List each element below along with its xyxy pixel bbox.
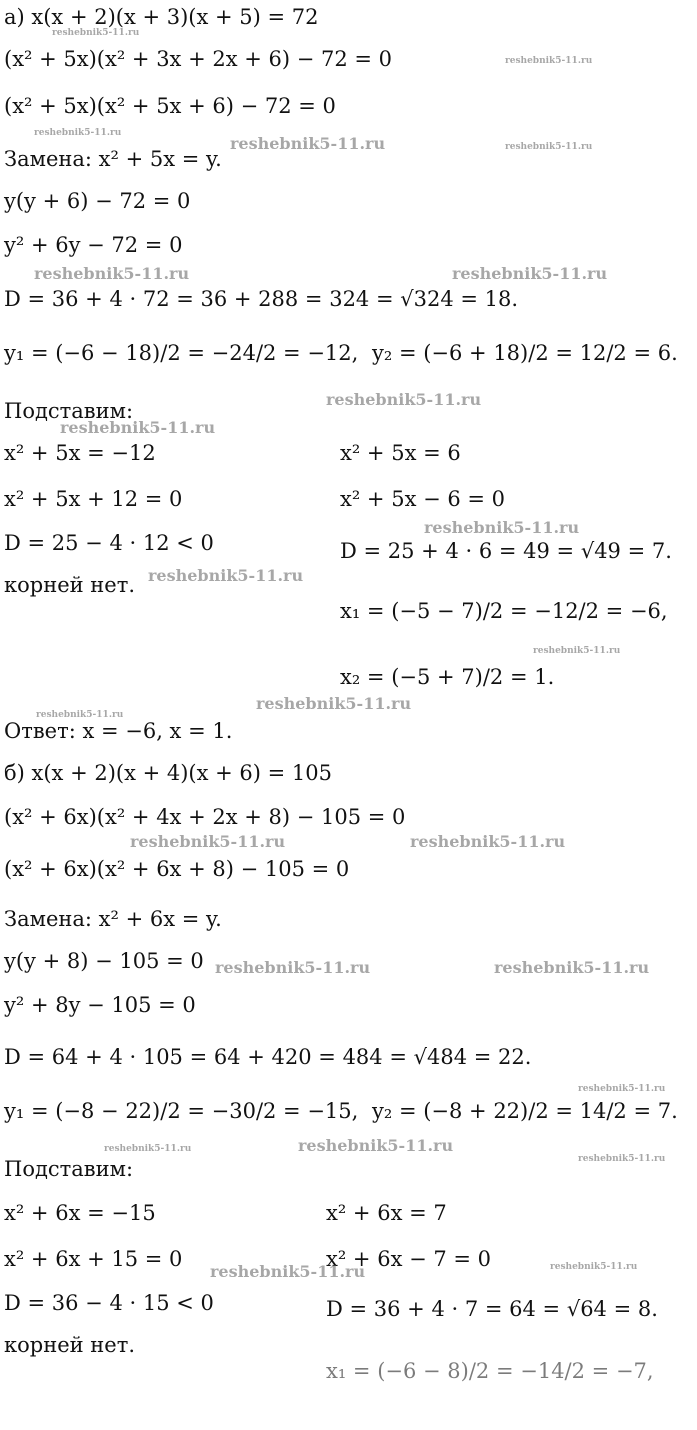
- part-a-case1-quad: x² + 5x + 12 = 0: [4, 487, 183, 511]
- part-b-task: б) x(x + 2)(x + 4)(x + 6) = 105: [4, 761, 332, 785]
- watermark: reshebnik5-11.ru: [104, 1144, 192, 1154]
- watermark: reshebnik5-11.ru: [452, 264, 608, 283]
- part-a-eq-y-2: y² + 6y − 72 = 0: [4, 233, 183, 257]
- watermark: reshebnik5-11.ru: [60, 418, 216, 437]
- part-a-eq-y-1: y(y + 6) − 72 = 0: [4, 189, 191, 213]
- part-a-step-1: (x² + 5x)(x² + 3x + 2x + 6) − 72 = 0: [4, 47, 393, 71]
- part-a-x1: x₁ = (−5 − 7)/2 = −12/2 = −6,: [340, 599, 668, 623]
- watermark: reshebnik5-11.ru: [424, 518, 580, 537]
- watermark: reshebnik5-11.ru: [36, 710, 124, 720]
- part-b-case1-eq: x² + 6x = −15: [4, 1201, 156, 1225]
- part-b-case1-no-roots: корней нет.: [4, 1333, 136, 1357]
- part-a-y2: y₂ = (−6 + 18)/2 = 12/2 = 6.: [372, 341, 678, 365]
- part-b-eq-y-1: y(y + 8) − 105 = 0: [4, 949, 204, 973]
- part-a-case2-disc: D = 25 + 4 · 6 = 49 = √49 = 7.: [340, 539, 672, 563]
- part-a-step-2: (x² + 5x)(x² + 5x + 6) − 72 = 0: [4, 94, 336, 118]
- part-a-case2-quad: x² + 5x − 6 = 0: [340, 487, 506, 511]
- part-b-case2-eq: x² + 6x = 7: [326, 1201, 447, 1225]
- watermark: reshebnik5-11.ru: [494, 958, 650, 977]
- watermark: reshebnik5-11.ru: [410, 832, 566, 851]
- part-a-answer: Ответ: x = −6, x = 1.: [4, 719, 233, 743]
- watermark: reshebnik5-11.ru: [230, 134, 386, 153]
- part-b-discriminant: D = 64 + 4 · 105 = 64 + 420 = 484 = √484 = 22.: [4, 1045, 532, 1069]
- watermark: reshebnik5-11.ru: [533, 646, 621, 656]
- watermark: reshebnik5-11.ru: [505, 56, 593, 66]
- part-a-task: а) x(x + 2)(x + 3)(x + 5) = 72: [4, 5, 319, 29]
- part-b-eq-y-2: y² + 8y − 105 = 0: [4, 993, 196, 1017]
- part-a-case2-eq: x² + 5x = 6: [340, 441, 461, 465]
- watermark: reshebnik5-11.ru: [215, 958, 371, 977]
- watermark: reshebnik5-11.ru: [505, 142, 593, 152]
- part-b-y1: y₁ = (−8 − 22)/2 = −30/2 = −15,: [4, 1099, 359, 1123]
- watermark: reshebnik5-11.ru: [148, 566, 304, 585]
- watermark: reshebnik5-11.ru: [34, 264, 190, 283]
- watermark: reshebnik5-11.ru: [578, 1084, 666, 1094]
- part-a-y1: y₁ = (−6 − 18)/2 = −24/2 = −12,: [4, 341, 359, 365]
- watermark: reshebnik5-11.ru: [34, 128, 122, 138]
- part-a-x2: x₂ = (−5 + 7)/2 = 1.: [340, 665, 555, 689]
- part-b-step-2: (x² + 6x)(x² + 6x + 8) − 105 = 0: [4, 857, 350, 881]
- part-b-case2-disc: D = 36 + 4 · 7 = 64 = √64 = 8.: [326, 1297, 658, 1321]
- watermark: reshebnik5-11.ru: [298, 1136, 454, 1155]
- part-a-substitution: Замена: x² + 5x = y.: [4, 147, 222, 171]
- watermark: reshebnik5-11.ru: [550, 1262, 638, 1272]
- part-a-case1-disc: D = 25 − 4 · 12 < 0: [4, 531, 214, 555]
- part-b-x1: x₁ = (−6 − 8)/2 = −14/2 = −7,: [326, 1359, 654, 1383]
- part-b-step-1: (x² + 6x)(x² + 4x + 2x + 8) − 105 = 0: [4, 805, 406, 829]
- watermark: reshebnik5-11.ru: [578, 1154, 666, 1164]
- part-a-discriminant: D = 36 + 4 · 72 = 36 + 288 = 324 = √324 = 18.: [4, 287, 519, 311]
- watermark: reshebnik5-11.ru: [52, 28, 140, 38]
- watermark: reshebnik5-11.ru: [130, 832, 286, 851]
- watermark: reshebnik5-11.ru: [256, 694, 412, 713]
- part-a-substitute-label: Подставим:: [4, 399, 134, 423]
- part-a-case1-no-roots: корней нет.: [4, 573, 136, 597]
- part-b-case1-disc: D = 36 − 4 · 15 < 0: [4, 1291, 214, 1315]
- watermark: reshebnik5-11.ru: [210, 1262, 366, 1281]
- watermark: reshebnik5-11.ru: [326, 390, 482, 409]
- part-b-substitution: Замена: x² + 6x = y.: [4, 907, 222, 931]
- part-b-case2-quad: x² + 6x − 7 = 0: [326, 1247, 492, 1271]
- part-b-y2: y₂ = (−8 + 22)/2 = 14/2 = 7.: [372, 1099, 678, 1123]
- part-b-case1-quad: x² + 6x + 15 = 0: [4, 1247, 183, 1271]
- part-a-case1-eq: x² + 5x = −12: [4, 441, 156, 465]
- part-b-substitute-label: Подставим:: [4, 1157, 134, 1181]
